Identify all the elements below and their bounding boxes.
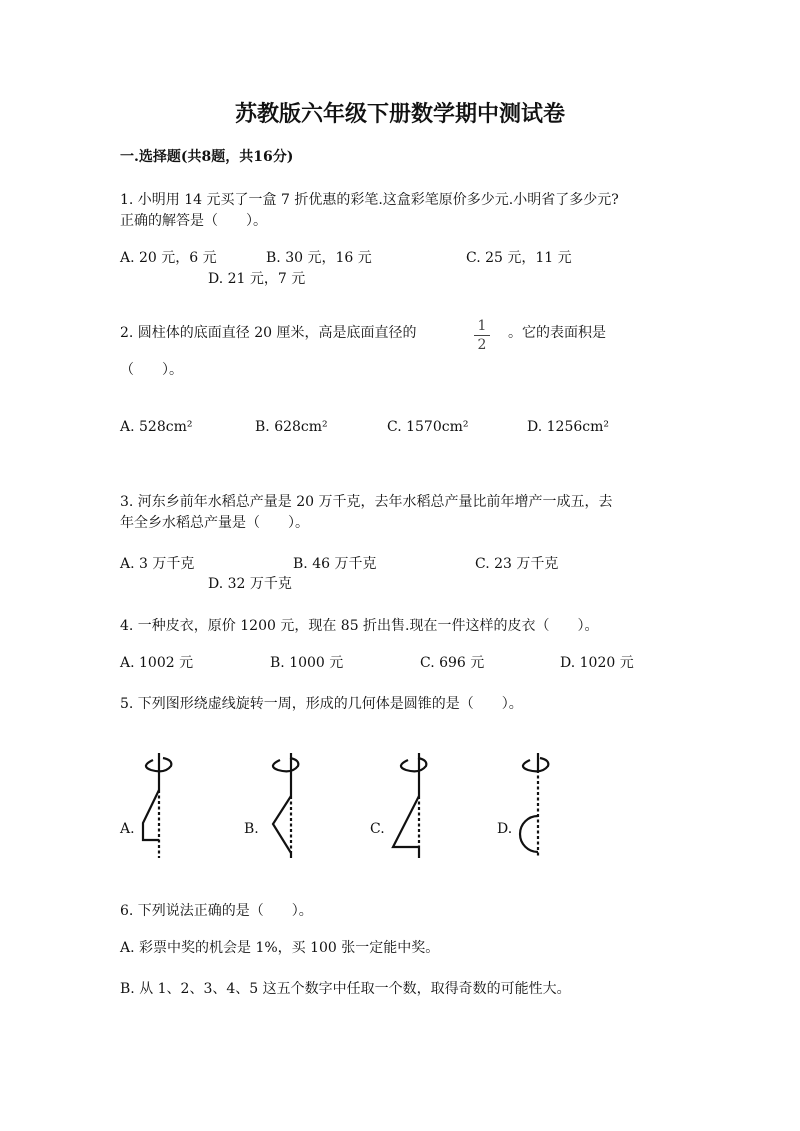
fraction-numerator: 1	[477, 318, 487, 334]
figure-a-trapezoid	[135, 748, 185, 858]
q5-option-a: A.	[120, 821, 135, 837]
q2-text: 2. 圆柱体的底面直径 20 厘米，高是底面直径的	[120, 325, 417, 341]
q6-option-b: B. 从 1、2、3、4、5 这五个数字中任取一个数，取得奇数的可能性大。	[120, 981, 571, 997]
q4-option-c: C. 696 元	[420, 655, 485, 671]
q1-text: 1. 小明用 14 元买了一盒 7 折优惠的彩笔.这盒彩笔原价多少元.小明省了多少元?	[120, 192, 619, 208]
q5-option-d: D.	[497, 821, 513, 837]
q1-option-a: A. 20 元，6 元	[120, 250, 217, 266]
q1-text-2: 正确的解答是（ ）。	[120, 213, 267, 229]
fraction-one-half	[474, 318, 490, 353]
q5-option-b: B.	[244, 821, 259, 837]
fraction-denominator: 2	[477, 337, 487, 353]
q3-option-a: A. 3 万千克	[120, 556, 195, 572]
q2-option-c: C. 1570cm²	[387, 419, 469, 435]
q3-text: 3. 河东乡前年水稻总产量是 20 万千克，去年水稻总产量比前年增产一成五，去	[120, 494, 613, 510]
q2-option-a: A. 528cm²	[120, 419, 193, 435]
figure-d-semicircle	[512, 748, 562, 858]
q2-text-2: （ ）。	[120, 362, 183, 378]
section-heading: 一.选择题(共8题，共16分)	[120, 149, 294, 165]
q4-option-d: D. 1020 元	[560, 655, 634, 671]
page-title: 苏教版六年级下册数学期中测试卷	[234, 101, 565, 127]
q3-option-d: D. 32 万千克	[208, 576, 292, 592]
q5-option-c: C.	[370, 821, 385, 837]
q2-option-d: D. 1256cm²	[527, 419, 609, 435]
q1-option-b: B. 30 元，16 元	[266, 250, 372, 266]
figure-b-triangle	[262, 748, 312, 858]
q3-option-c: C. 23 万千克	[475, 556, 559, 572]
q2-option-b: B. 628cm²	[255, 419, 328, 435]
q4-option-a: A. 1002 元	[120, 655, 194, 671]
q3-option-b: B. 46 万千克	[293, 556, 377, 572]
q4-text: 4. 一种皮衣，原价 1200 元，现在 85 折出售.现在一件这样的皮衣（ ）。	[120, 618, 599, 634]
q4-option-b: B. 1000 元	[270, 655, 344, 671]
q3-text-2: 年全乡水稻总产量是（ ）。	[120, 515, 309, 531]
q1-option-c: C. 25 元，11 元	[466, 250, 572, 266]
q6-option-a: A. 彩票中奖的机会是 1%，买 100 张一定能中奖。	[120, 940, 440, 956]
q1-option-d: D. 21 元，7 元	[208, 271, 306, 287]
q2-text-b: 。它的表面积是	[508, 325, 606, 341]
q5-text: 5. 下列图形绕虚线旋转一周，形成的几何体是圆锥的是（ ）。	[120, 696, 523, 712]
q6-text: 6. 下列说法正确的是（ ）。	[120, 903, 313, 919]
figure-c-right-triangle	[390, 748, 440, 858]
